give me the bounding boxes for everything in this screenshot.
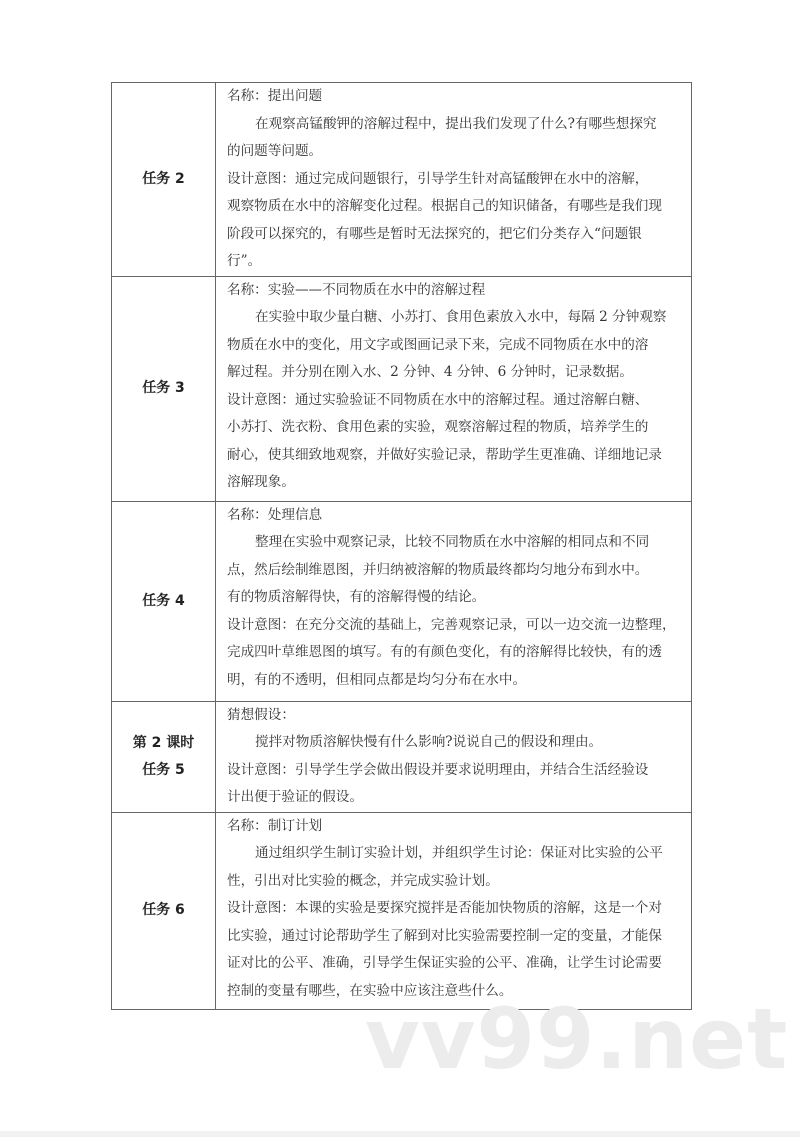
- content-line: 名称：提出问题: [227, 88, 323, 104]
- content-line: 设计意图：在充分交流的基础上，完善观察记录，可以一边交流一边整理，: [227, 616, 676, 633]
- task-content: [216, 701, 692, 812]
- content-line: 物质在水中的变化，用文字或图画记录下来，完成不同物质在水中的溶: [227, 336, 649, 353]
- task-label-text: 任务 4: [142, 592, 185, 609]
- task-label-text: 任务 5: [142, 761, 185, 778]
- lesson-task-table: [111, 82, 692, 1010]
- content-line: 名称：处理信息: [227, 506, 323, 523]
- task-label-text: 任务 3: [142, 380, 185, 396]
- content-line: 的问题等问题。: [227, 143, 323, 159]
- content-line: 小苏打、洗衣粉、食用色素的实验，观察溶解过程的物质，培养学生的: [227, 419, 649, 435]
- content-line: 通过组织学生制订实验计划，并组织学生讨论：保证对比实验的公平: [255, 845, 663, 861]
- content-line: 完成四叶草维恩图的填写。有的有颜色变化，有的溶解得比较快，有的透: [227, 644, 662, 660]
- task-row: [112, 501, 692, 701]
- content-line: 计出便于验证的假设。: [227, 789, 363, 805]
- task-label-text: 第 2 课时: [132, 734, 195, 751]
- content-line: 猜想假设：: [227, 706, 295, 723]
- content-line: 名称：实验——不同物质在水中的溶解过程: [227, 281, 486, 298]
- task-content: [216, 276, 692, 501]
- content-line: 解过程。并分别在刚入水、2 分钟、4 分钟、6 分钟时，记录数据。: [227, 364, 633, 380]
- watermark: vv99.net: [365, 990, 789, 1088]
- content-line: 在实验中取少量白糖、小苏打、食用色素放入水中，每隔 2 分钟观察: [255, 309, 667, 325]
- content-line: 整理在实验中观察记录，比较不同物质在水中溶解的相同点和不同: [255, 534, 650, 550]
- content-line: 溶解现象。: [227, 474, 295, 490]
- task-row: [112, 83, 692, 277]
- task-row: [112, 276, 692, 501]
- content-line: 耐心，使其细致地观察，并做好实验记录，帮助学生更准确、详细地记录: [227, 446, 662, 463]
- content-line: 比实验，通过讨论帮助学生了解到对比实验需要控制一定的变量，才能保: [227, 927, 662, 944]
- content-line: 观察物质在水中的溶解变化过程。根据自己的知识储备，有哪些是我们现: [227, 198, 662, 214]
- content-line: 在观察高锰酸钾的溶解过程中，提出我们发现了什么?有哪些想探究: [255, 115, 657, 132]
- content-line: 控制的变量有哪些，在实验中应该注意些什么。: [227, 982, 513, 999]
- task-row: [112, 812, 692, 1009]
- content-line: 设计意图：通过实验验证不同物质在水中的溶解过程。通过溶解白糖、: [227, 391, 649, 408]
- content-line: 有的物质溶解得快，有的溶解得慢的结论。: [227, 589, 486, 605]
- content-line: 行”。: [227, 253, 262, 269]
- task-label: [112, 812, 216, 1009]
- task-label-text: 任务 6: [142, 902, 185, 918]
- content-line: 性，引出对比实验的概念，并完成实验计划。: [227, 872, 499, 889]
- content-line: 设计意图：引导学生学会做出假设并要求说明理由，并结合生活经验设: [227, 761, 649, 778]
- task-content: [216, 83, 692, 277]
- task-label: [112, 276, 216, 501]
- content-line: 证对比的公平、准确，引导学生保证实验的公平、准确，让学生讨论需要: [227, 955, 662, 971]
- page-bottom-edge: [0, 1131, 800, 1137]
- content-line: 点，然后绘制维恩图，并归纳被溶解的物质最终都均匀地分布到水中。: [227, 561, 649, 578]
- task-content: [216, 501, 692, 701]
- content-line: 明，有的不透明，但相同点都是均匀分布在水中。: [227, 671, 527, 688]
- content-line: 设计意图：通过完成问题银行，引导学生针对高锰酸钾在水中的溶解，: [227, 170, 649, 187]
- task-label: [112, 501, 216, 701]
- content-line: 设计意图：本课的实验是要探究搅拌是否能加快物质的溶解，这是一个对: [227, 900, 662, 916]
- task-label: [112, 701, 216, 812]
- task-label-text: 任务 2: [142, 170, 185, 187]
- task-content: [216, 812, 692, 1009]
- content-line: 阶段可以探究的，有哪些是暂时无法探究的，把它们分类存入“问题银: [227, 225, 642, 242]
- content-line: 搅拌对物质溶解快慢有什么影响?说说自己的假设和理由。: [255, 734, 603, 750]
- task-label: [112, 83, 216, 277]
- content-line: 名称：制订计划: [227, 817, 323, 834]
- task-row: [112, 701, 692, 812]
